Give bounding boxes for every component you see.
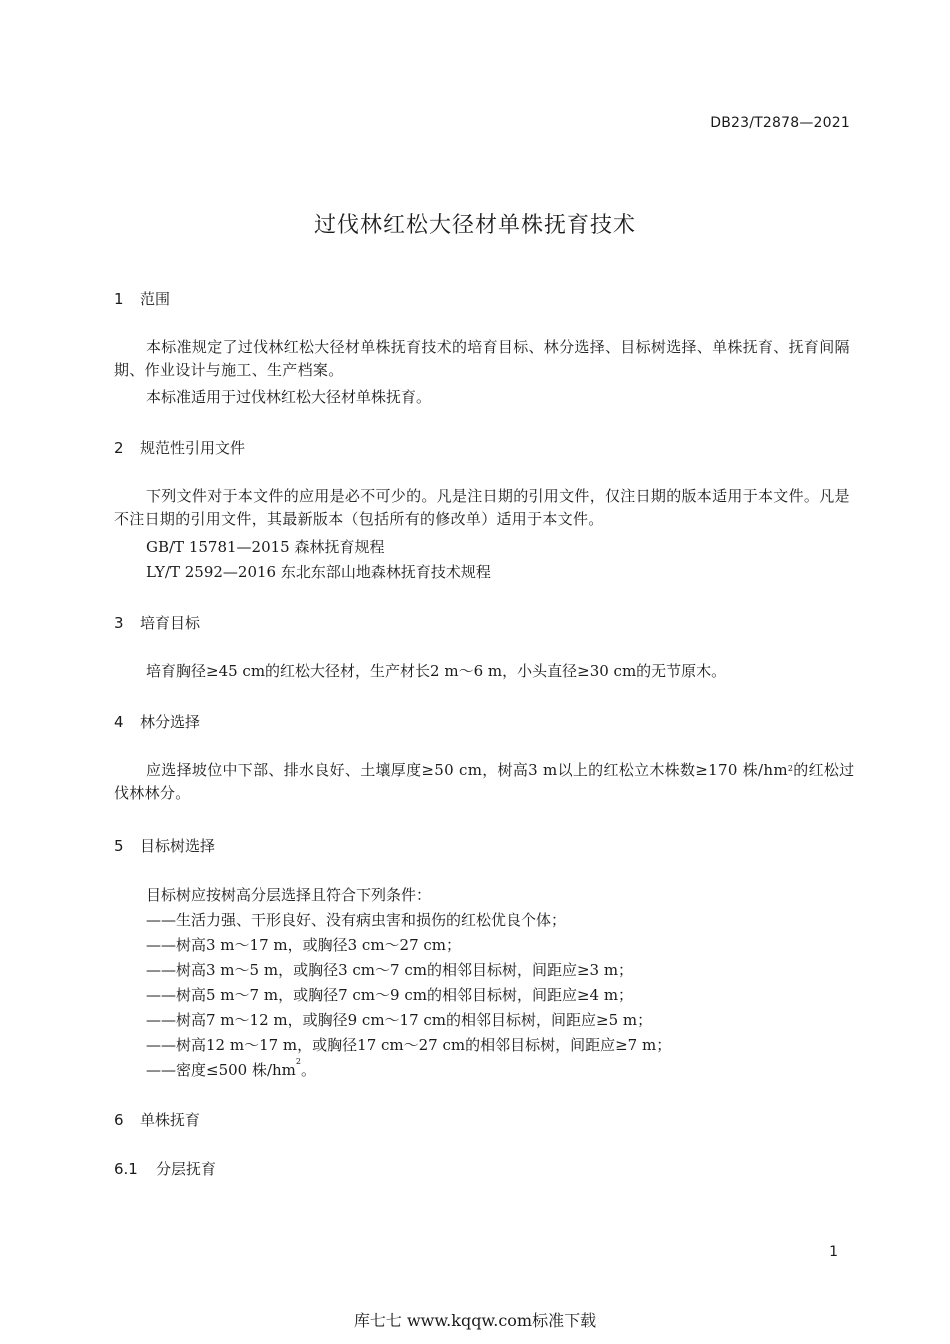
list-item: ——树高7 m～12 m，或胸径9 cm～17 cm的相邻目标树，间距应≥5 m； bbox=[146, 1011, 653, 1029]
superscript: 2 bbox=[295, 1057, 301, 1066]
section-6-1-heading bbox=[114, 1158, 216, 1179]
section-number: 6.1 bbox=[114, 1160, 138, 1178]
list-item bbox=[146, 1059, 316, 1080]
section-2-heading bbox=[114, 437, 245, 458]
section-3-heading bbox=[114, 612, 200, 633]
document-title: 过伐林红松大径材单株抚育技术 bbox=[313, 213, 636, 238]
section-1-paragraph-1: 本标准规定了过伐林红松大径材单株抚育技术的培育目标、林分选择、目标树选择、单株抚育、抚育间隔期、作业设计与施工、生产档案。 bbox=[114, 338, 850, 379]
section-number: 6 bbox=[114, 1111, 124, 1129]
list-item: ——生活力强、干形良好、没有病虫害和损伤的红松优良个体； bbox=[146, 911, 567, 929]
section-number: 1 bbox=[114, 290, 124, 308]
section-title: 林分选择 bbox=[140, 713, 201, 731]
section-2-paragraph-1: 下列文件对于本文件的应用是必不可少的。凡是注日期的引用文件，仅注日期的版本适用于本文件。凡是不注日期的引用文件，其最新版本（包括所有的修改单）适用于本文件。 bbox=[114, 487, 850, 528]
reference-lyt-2592: LY/T 2592—2016 东北东部山地森林抚育技术规程 bbox=[146, 563, 491, 581]
section-title: 单株抚育 bbox=[140, 1111, 201, 1129]
section-6-heading bbox=[114, 1109, 200, 1130]
section-number: 2 bbox=[114, 439, 124, 457]
text-run: 的红松过伐林林分。 bbox=[114, 761, 855, 802]
text-run: 。 bbox=[301, 1061, 317, 1079]
reference-gbt-15781: GB/T 15781—2015 森林抚育规程 bbox=[146, 538, 385, 556]
section-number: 5 bbox=[114, 837, 124, 855]
footer-watermark: 库七七 www.kqqw.com标准下载 bbox=[353, 1311, 597, 1330]
page-number: 1 bbox=[829, 1244, 838, 1260]
list-item: ——树高3 m～17 m，或胸径3 cm～27 cm； bbox=[146, 936, 462, 954]
section-1-heading bbox=[114, 288, 170, 309]
section-4-paragraph-1 bbox=[114, 759, 864, 805]
section-title: 范围 bbox=[140, 290, 171, 308]
list-item: ——树高12 m～17 m，或胸径17 cm～27 cm的相邻目标树，间距应≥7 m； bbox=[146, 1036, 672, 1054]
section-title: 规范性引用文件 bbox=[140, 439, 246, 457]
standard-number: DB23/T2878—2021 bbox=[710, 115, 850, 131]
section-title: 培育目标 bbox=[140, 614, 201, 632]
text-run: 应选择坡位中下部、排水良好、土壤厚度≥50 cm，树高3 m以上的红松立木株数≥170 株/hm bbox=[146, 761, 788, 779]
text-run: ——密度≤500 株/hm bbox=[146, 1061, 296, 1079]
section-title: 分层抚育 bbox=[156, 1160, 217, 1178]
list-item: ——树高3 m～5 m，或胸径3 cm～7 cm的相邻目标树，间距应≥3 m； bbox=[146, 961, 634, 979]
superscript: 2 bbox=[787, 764, 794, 773]
section-4-heading bbox=[114, 711, 200, 732]
section-3-paragraph-1: 培育胸径≥45 cm的红松大径材，生产材长2 m～6 m，小头直径≥30 cm的无节原木。 bbox=[146, 662, 727, 680]
section-number: 3 bbox=[114, 614, 124, 632]
section-1-paragraph-2: 本标准适用于过伐林红松大径材单株抚育。 bbox=[146, 388, 432, 406]
section-5-heading bbox=[114, 835, 215, 856]
section-5-intro: 目标树应按树高分层选择且符合下列条件： bbox=[146, 886, 432, 904]
list-item: ——树高5 m～7 m，或胸径7 cm～9 cm的相邻目标树，间距应≥4 m； bbox=[146, 986, 634, 1004]
section-number: 4 bbox=[114, 713, 124, 731]
section-title: 目标树选择 bbox=[140, 837, 216, 855]
